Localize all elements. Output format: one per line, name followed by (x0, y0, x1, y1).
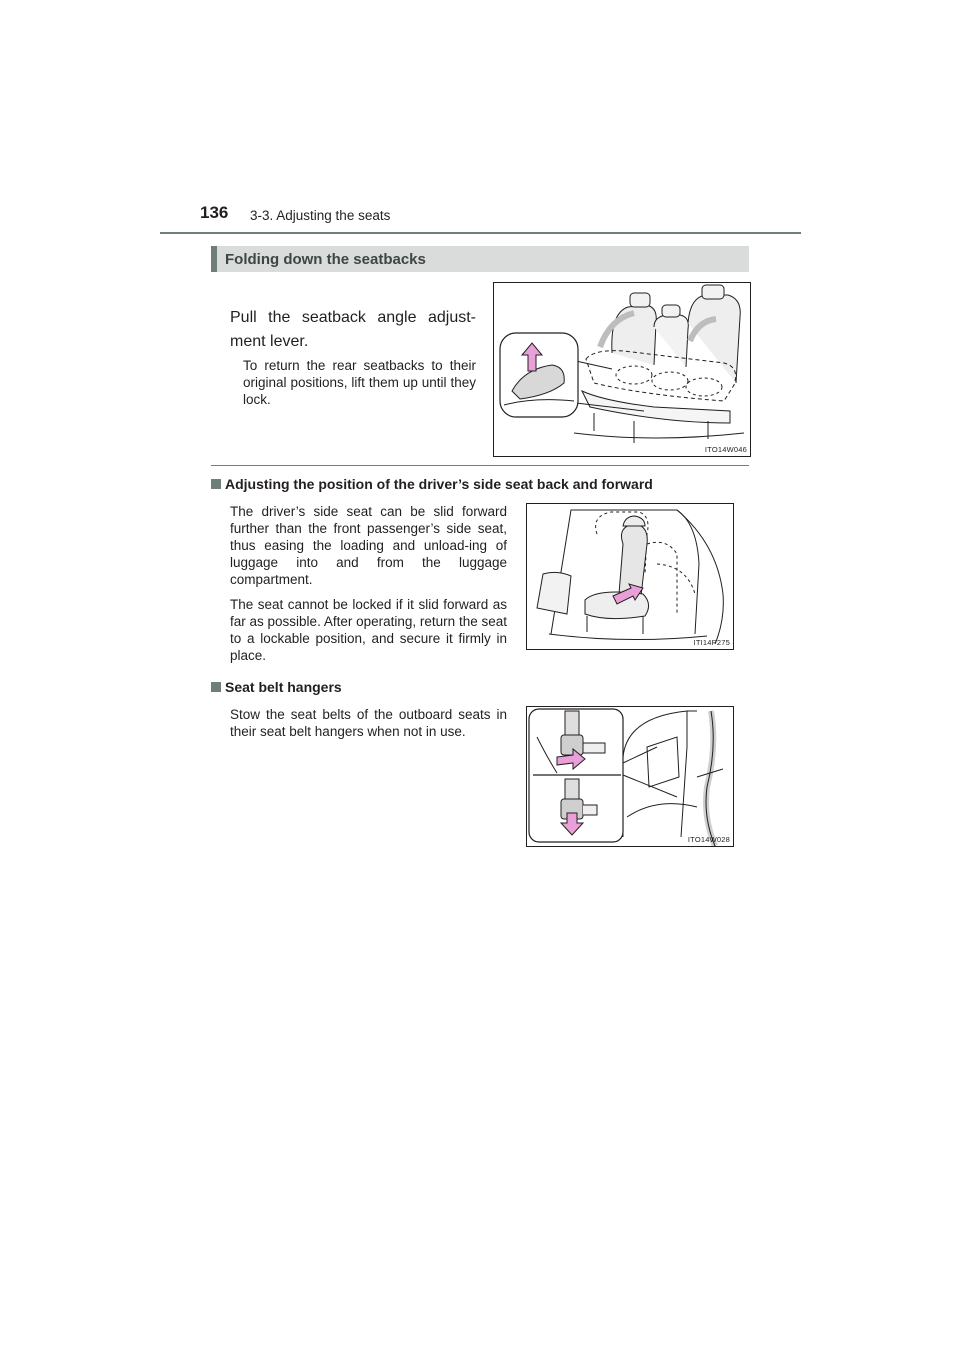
belt-hanger-illustration (527, 707, 733, 846)
folding-heading: Folding down the seatbacks (225, 251, 426, 268)
bullet-square-icon (211, 479, 221, 489)
driver-seat-paragraph-2: The seat cannot be locked if it slid forward as far as possible. After operating, return the seat to a lockable position, and secure it firmly in place. (230, 597, 507, 663)
heading-accent (211, 246, 217, 272)
figure-code: ITI14P275 (693, 638, 730, 647)
rear-seat-illustration (494, 283, 750, 456)
lever-inset (500, 333, 578, 417)
section-rule (211, 465, 749, 466)
driver-seat-paragraph-1: The driver’s side seat can be slid forward further than the front passenger’s side seat, thus easing the loading and unload-ing of luggage into and from the luggage compartment. (230, 504, 507, 587)
bullet-square-icon (211, 682, 221, 692)
hanger-inset (529, 709, 677, 842)
driver-seat-heading: Adjusting the position of the driver’s side seat back and forward (211, 476, 653, 492)
header-rule (160, 232, 801, 234)
figure-code: ITO14W046 (704, 445, 747, 454)
figure-code: ITO14W028 (687, 835, 730, 844)
page-number: 136 (200, 203, 229, 222)
belt-hangers-heading: Seat belt hangers (211, 679, 342, 695)
folding-note: To return the rear seatbacks to their original positions, lift them up until they lock. (243, 358, 476, 407)
section-title: 3-3. Adjusting the seats (250, 208, 391, 223)
folding-lead: Pull the seatback angle adjust-ment lever. (230, 309, 476, 350)
driver-seat-figure (526, 503, 734, 650)
driver-seat-illustration (527, 504, 733, 649)
belt-hangers-paragraph: Stow the seat belts of the outboard seats in their seat belt hangers when not in use. (230, 707, 507, 739)
rear-seat-fold-figure (493, 282, 751, 457)
belt-hanger-figure (526, 706, 734, 847)
